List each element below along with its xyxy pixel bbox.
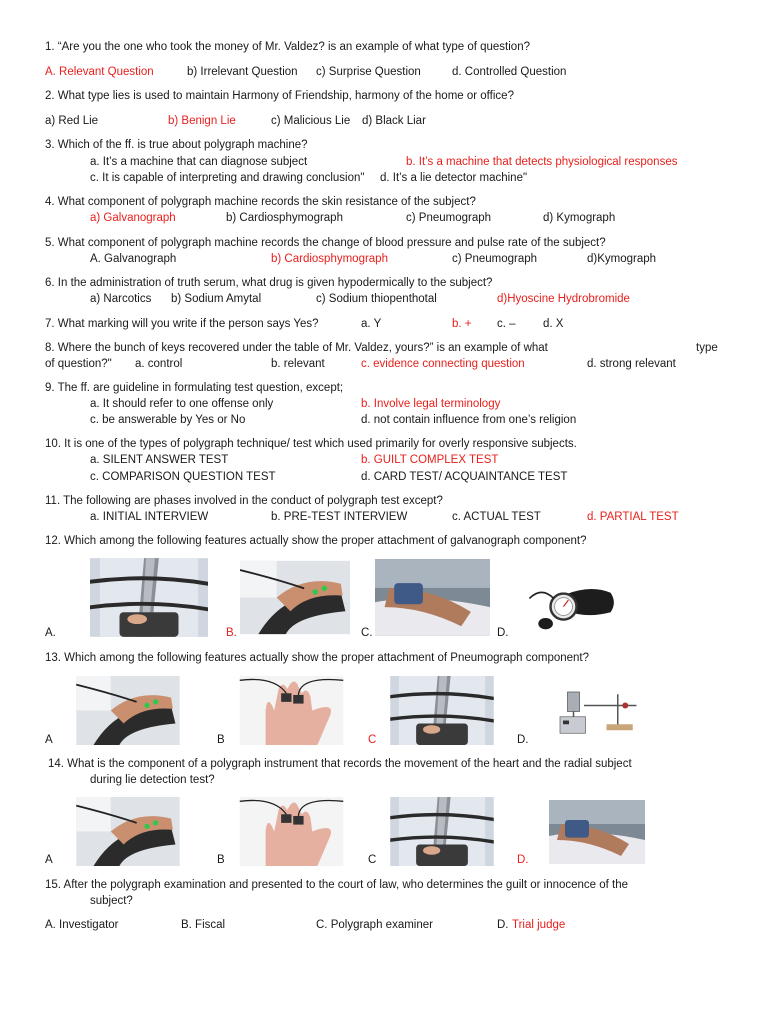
q12-label-a: A. xyxy=(45,627,56,639)
q12-label-b: B. xyxy=(226,627,237,639)
q14-question-line1: 14. What is the component of a polygraph instrument that records the movement of the heart and the radial subject xyxy=(48,758,632,770)
q3-question: 3. Which of the ff. is true about polygraph machine? xyxy=(45,139,308,151)
q14-photo-a-hand-on-pad xyxy=(52,797,204,866)
q7-option-b: b. + xyxy=(452,318,472,330)
q2-option-b: b) Benign Lie xyxy=(168,115,236,127)
q7-option-a: a. Y xyxy=(361,318,382,330)
q6-question: 6. In the administration of truth serum, what drug is given hypodermically to the subject? xyxy=(45,277,493,289)
q14-label-c: C xyxy=(368,854,377,866)
q11-question: 11. The following are phases involved in the conduct of polygraph test except? xyxy=(45,495,443,507)
q5-question: 5. What component of polygraph machine records the change of blood pressure and pulse rate of the subject? xyxy=(45,237,606,249)
q13-photo-c-chest-electrodes xyxy=(379,676,505,745)
q6-option-d: d)Hyoscine Hydrobromide xyxy=(497,293,630,305)
q11-option-d: d. PARTIAL TEST xyxy=(587,511,679,523)
q15-option-d: Trial judge xyxy=(512,919,566,931)
q8-option-b: b. relevant xyxy=(271,358,325,370)
q15-option-a: A. Investigator xyxy=(45,919,119,931)
q13-photo-a-hand-on-pad xyxy=(52,676,204,745)
q7-question: 7. What marking will you write if the person says Yes? xyxy=(45,318,319,330)
q3-option-d: d. It’s a lie detector machine" xyxy=(380,172,528,184)
q15-question-line1: 15. After the polygraph examination and presented to the court of law, who determines the guilt or innocence of the xyxy=(45,879,629,891)
q12-question: 12. Which among the following features actually show the proper attachment of galvanograph component? xyxy=(45,535,587,547)
q14-label-b: B xyxy=(217,854,225,866)
q13-label-b: B xyxy=(217,734,225,746)
q5-option-b: b) Cardiosphymograph xyxy=(271,253,388,265)
q12-photo-c-arm-cuff xyxy=(375,558,490,637)
q13-label-a: A xyxy=(45,734,53,746)
q4-option-a: a) Galvanograph xyxy=(90,212,176,224)
q5-option-d: d)Kymograph xyxy=(587,253,657,265)
q12-label-c: C. xyxy=(361,627,373,639)
q11-option-b: b. PRE-TEST INTERVIEW xyxy=(271,511,408,523)
q7-option-c: c. – xyxy=(497,318,516,330)
q5-option-a: A. Galvanograph xyxy=(90,253,177,265)
q1-option-c: c) Surprise Question xyxy=(316,66,421,78)
q15-option-b: B. Fiscal xyxy=(181,919,226,931)
q8-question-line2: of question?" xyxy=(45,358,112,370)
q15-question-line2: subject? xyxy=(90,895,133,907)
q10-question: 10. It is one of the types of polygraph technique/ test which used primarily for overly responsive subjects. xyxy=(45,438,577,450)
q7-option-d: d. X xyxy=(543,318,564,330)
q14-label-d: D. xyxy=(517,854,529,866)
q10-option-a: a. SILENT ANSWER TEST xyxy=(90,454,229,466)
q2-question: 2. What type lies is used to maintain Harmony of Friendship, harmony of the home or office? xyxy=(45,90,514,102)
q12-photo-d-bp-cuff xyxy=(510,570,630,635)
q11-option-c: c. ACTUAL TEST xyxy=(452,511,541,523)
q13-question: 13. Which among the following features actually show the proper attachment of Pneumograph component? xyxy=(45,652,590,664)
q13-photo-b-finger-electrodes xyxy=(234,676,349,745)
q2-option-c: c) Malicious Lie xyxy=(271,115,351,127)
q11-option-a: a. INITIAL INTERVIEW xyxy=(90,511,209,523)
q12-label-d: D. xyxy=(497,627,509,639)
q14-label-a: A xyxy=(45,854,53,866)
q13-photo-d-kymograph xyxy=(538,683,660,743)
q9-option-d: d. not contain influence from one’s religion xyxy=(361,414,577,426)
q9-option-c: c. be answerable by Yes or No xyxy=(90,414,246,426)
q14-photo-c-chest-electrodes xyxy=(379,797,505,866)
q2-option-d: d) Black Liar xyxy=(362,115,426,127)
q13-label-d: D. xyxy=(517,734,529,746)
q14-photo-b-finger-electrodes xyxy=(234,797,349,866)
q8-question-line1: 8. Where the bunch of keys recovered under the table of Mr. Valdez, yours?” is an example of what xyxy=(45,342,548,354)
q3-option-a: a. It’s a machine that can diagnose subject xyxy=(90,156,308,168)
q1-question: 1. “Are you the one who took the money of Mr. Valdez? is an example of what type of question? xyxy=(45,41,530,53)
q12-photo-a-chest-electrodes xyxy=(90,558,208,637)
q6-option-a: a) Narcotics xyxy=(90,293,152,305)
q9-question: 9. The ff. are guideline in formulating test question, except; xyxy=(45,382,344,394)
q4-question: 4. What component of polygraph machine records the skin resistance of the subject? xyxy=(45,196,476,208)
q8-option-d: d. strong relevant xyxy=(587,358,676,370)
q2-option-a: a) Red Lie xyxy=(45,115,99,127)
q4-option-c: c) Pneumograph xyxy=(406,212,492,224)
q15-option-d-prefix: D. xyxy=(497,919,509,931)
q3-option-c: c. It is capable of interpreting and drawing conclusion" xyxy=(90,172,365,184)
q14-photo-d-arm-cuff xyxy=(540,800,654,864)
q1-option-a: A. Relevant Question xyxy=(45,66,154,78)
q13-label-c: C xyxy=(368,734,377,746)
q14-question-line2: during lie detection test? xyxy=(90,774,215,786)
q15-option-c: C. Polygraph examiner xyxy=(316,919,433,931)
q10-option-b: b. GUILT COMPLEX TEST xyxy=(361,454,499,466)
q1-option-d: d. Controlled Question xyxy=(452,66,567,78)
q4-option-b: b) Cardiosphymograph xyxy=(226,212,343,224)
q4-option-d: d) Kymograph xyxy=(543,212,616,224)
q6-option-c: c) Sodium thiopenthotal xyxy=(316,293,437,305)
q10-option-d: d. CARD TEST/ ACQUAINTANCE TEST xyxy=(361,471,568,483)
q5-option-c: c) Pneumograph xyxy=(452,253,538,265)
q9-option-a: a. It should refer to one offense only xyxy=(90,398,274,410)
q8-option-a: a. control xyxy=(135,358,183,370)
q9-option-b: b. Involve legal terminology xyxy=(361,398,501,410)
q8-option-c: c. evidence connecting question xyxy=(361,358,525,370)
q10-option-c: c. COMPARISON QUESTION TEST xyxy=(90,471,276,483)
q3-option-b: b. It’s a machine that detects physiological responses xyxy=(406,156,678,168)
q12-photo-b-hand-on-pad xyxy=(240,558,350,637)
q1-option-b: b) Irrelevant Question xyxy=(187,66,298,78)
q6-option-b: b) Sodium Amytal xyxy=(171,293,262,305)
q8-question-type: type xyxy=(696,342,718,354)
